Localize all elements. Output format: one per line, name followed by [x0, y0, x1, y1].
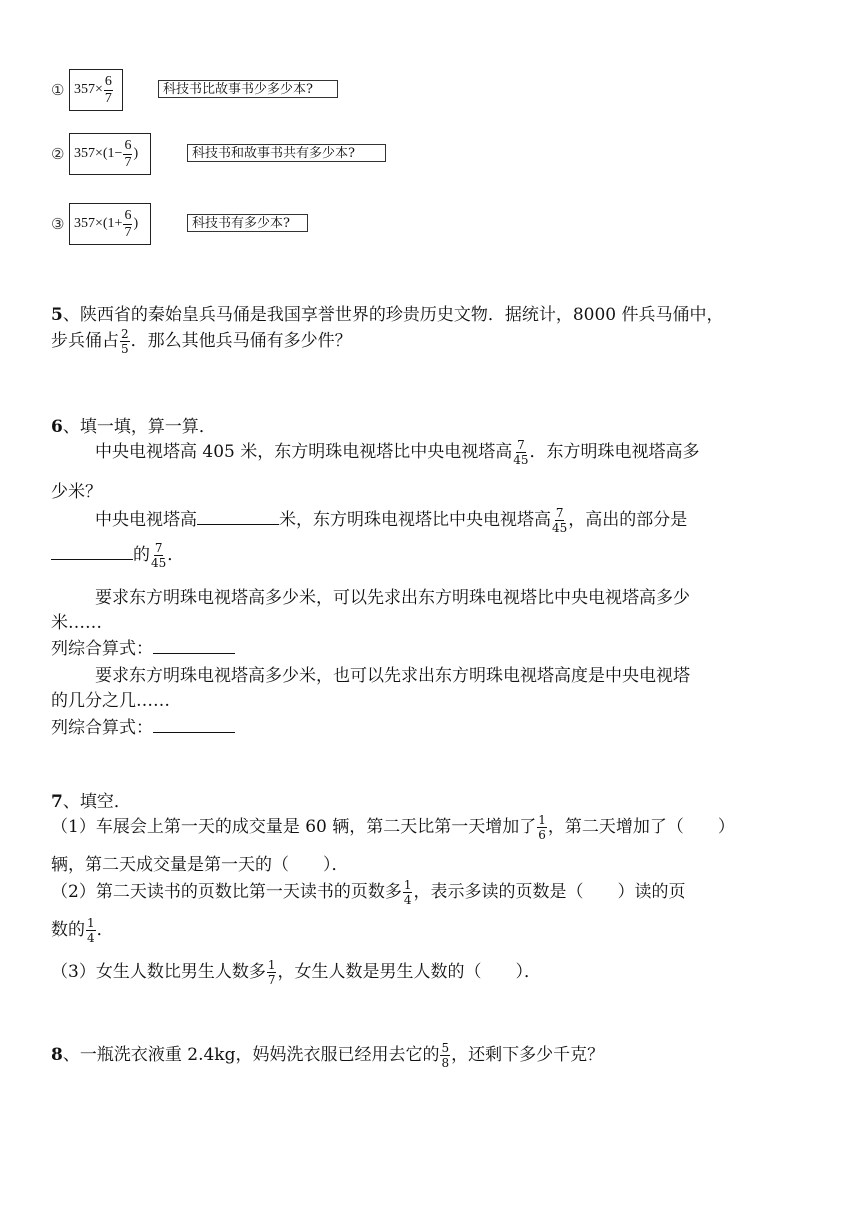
frac-denominator: 7: [124, 224, 132, 240]
text: ，高出的部分是: [568, 510, 688, 530]
text: 步兵俑占: [51, 331, 119, 351]
q6-p2-line1: [95, 505, 687, 534]
q6-formula-2: [51, 713, 235, 738]
frac-numerator: 7: [517, 438, 525, 452]
q7-s2-line2: [51, 915, 114, 944]
fraction: [123, 209, 132, 240]
frac-numerator: 6: [124, 137, 132, 153]
frac-denominator: 7: [104, 90, 112, 106]
option-marker: ①: [51, 81, 65, 99]
option-marker: ③: [51, 215, 65, 233]
text: ，表示多读的页数是（ ）读的页: [413, 882, 686, 902]
q5-line1: [51, 300, 724, 325]
frac-denominator: 7: [124, 154, 132, 170]
text: 的: [133, 545, 150, 565]
expr-suffix: ): [133, 216, 139, 231]
fraction: [86, 917, 96, 944]
question-box: 科技书有多少本?: [187, 214, 308, 232]
frac-denominator: 4: [87, 931, 95, 945]
text: ．: [96, 920, 114, 940]
q6-p2-line2: [51, 540, 184, 569]
expr-prefix: 357×(1+: [74, 216, 123, 231]
expression-box: [69, 203, 151, 245]
fraction: [123, 139, 132, 170]
text: 、一瓶洗衣液重 2.4kg，妈妈洗衣服已经用去它的: [62, 1045, 440, 1065]
fraction: [120, 328, 130, 355]
text: 列综合算式：: [51, 639, 153, 659]
text: ，还剩下多少千克？: [451, 1045, 605, 1065]
question-box: 科技书比故事书少多少本?: [158, 80, 338, 98]
frac-numerator: 1: [538, 813, 546, 827]
fraction: [537, 814, 547, 841]
frac-numerator: 1: [403, 878, 412, 892]
fill-blank[interactable]: [153, 635, 235, 654]
text: ．东方明珠电视塔高多: [529, 442, 700, 462]
question-number: 5: [51, 305, 63, 325]
text: 、填一填，算一算．: [62, 417, 216, 437]
q8-line1: [51, 1040, 604, 1069]
q6-p1-line2: 少米？: [51, 482, 102, 502]
text: 中央电视塔高: [95, 510, 197, 530]
q5-line2: [51, 326, 352, 355]
q6-p1-line1: [95, 437, 700, 466]
expr-suffix: ): [133, 146, 139, 161]
frac-denominator: 7: [267, 973, 276, 987]
frac-denominator: 4: [403, 893, 412, 907]
frac-numerator: 6: [124, 207, 132, 223]
expression-box: [69, 133, 151, 175]
fill-blank[interactable]: [197, 506, 279, 525]
text: 、陕西省的秦始皇兵马俑是我国享誉世界的珍贵历史文物．据统计，: [62, 305, 573, 325]
fraction: [440, 1042, 450, 1069]
question-number: 6: [51, 417, 63, 437]
text: 件兵马俑中，: [616, 305, 724, 325]
frac-numerator: 7: [555, 506, 564, 520]
text: ，第二天增加了（ ）: [547, 817, 735, 837]
q6-p3-line2: 米……: [51, 613, 102, 633]
fraction: [267, 959, 277, 986]
q6-p3-line1: 要求东方明珠电视塔高多少米，可以先求出东方明珠电视塔比中央电视塔高多少: [95, 588, 690, 608]
frac-numerator: 2: [121, 327, 129, 341]
fraction: [513, 439, 528, 466]
fraction: [552, 507, 567, 534]
expr-prefix: 357×(1−: [74, 146, 123, 161]
q7-s3-line1: [51, 957, 541, 986]
question-number: 7: [51, 792, 63, 812]
text: 、填空．: [62, 792, 131, 812]
frac-denominator: 5: [121, 342, 129, 356]
text: ．: [167, 545, 185, 565]
text: 米，东方明珠电视塔比中央电视塔高: [279, 510, 551, 530]
q6-p4-line2: 的几分之几……: [51, 691, 170, 711]
q7-s1-line1: [51, 812, 735, 841]
q7-s1-line2: 辆，第二天成交量是第一天的（ ）．: [51, 855, 349, 875]
fill-blank[interactable]: [51, 541, 133, 560]
frac-numerator: 6: [104, 73, 112, 89]
option-marker: ②: [51, 145, 65, 163]
frac-denominator: 45: [552, 521, 568, 535]
question-box: 科技书和故事书共有多少本?: [187, 144, 386, 162]
text: （3）女生人数比男生人数多: [51, 962, 266, 982]
frac-denominator: 6: [538, 828, 546, 842]
expression-box: [69, 69, 123, 111]
text: （2）第二天读书的页数比第一天读书的页数多: [51, 882, 402, 902]
text: 中央电视塔高 405 米，东方明珠电视塔比中央电视塔高: [95, 442, 513, 462]
text: ，女生人数是男生人数的（ ）．: [277, 962, 541, 982]
text: 数的: [51, 920, 85, 940]
text: ．那么其他兵马俑有多少件？: [130, 331, 352, 351]
frac-denominator: 45: [513, 453, 529, 467]
q7-s2-line1: [51, 877, 685, 906]
frac-denominator: 45: [151, 556, 167, 570]
text: 列综合算式：: [51, 718, 153, 738]
q6-p4-line1: 要求东方明珠电视塔高多少米，也可以先求出东方明珠电视塔高度是中央电视塔: [95, 666, 690, 686]
frac-numerator: 1: [87, 916, 95, 930]
frac-numerator: 1: [267, 958, 276, 972]
number: 8000: [572, 305, 617, 325]
q6-formula-1: [51, 634, 235, 659]
q6-title: [51, 412, 216, 437]
q7-title: [51, 787, 131, 812]
fraction: [104, 75, 113, 106]
frac-numerator: 7: [154, 541, 163, 555]
fraction: [151, 542, 166, 569]
fill-blank[interactable]: [153, 714, 235, 733]
question-number: 8: [51, 1045, 63, 1065]
frac-numerator: 5: [441, 1041, 450, 1055]
fraction: [403, 879, 413, 906]
frac-denominator: 8: [441, 1056, 450, 1070]
expr-prefix: 357×: [74, 82, 103, 97]
text: （1）车展会上第一天的成交量是 60 辆，第二天比第一天增加了: [51, 817, 537, 837]
